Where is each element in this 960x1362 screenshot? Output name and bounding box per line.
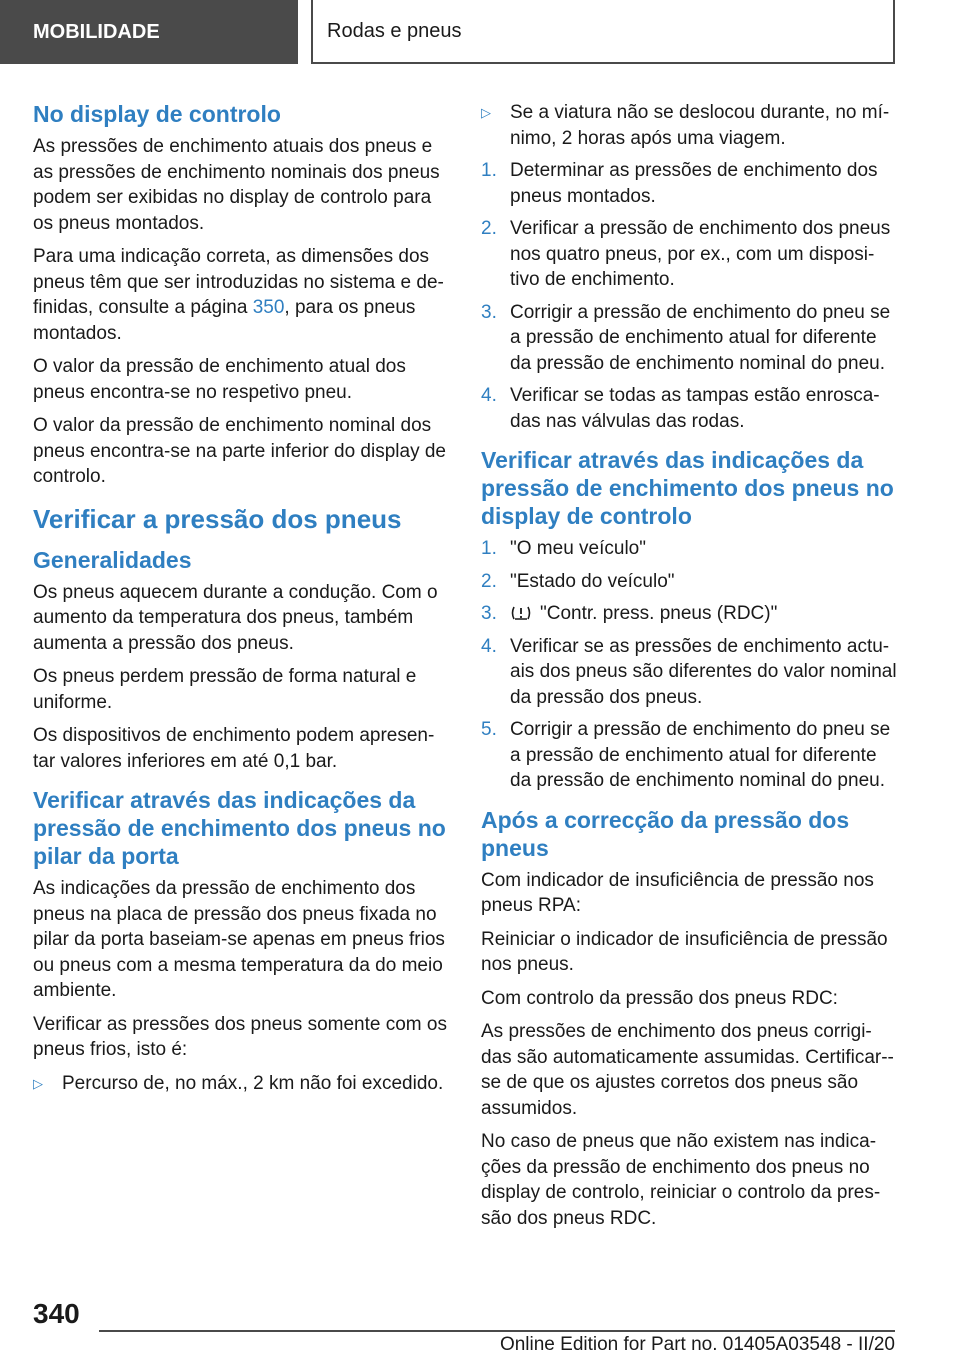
triangle-right-icon: ▷	[33, 1075, 43, 1091]
paragraph: O valor da pressão de enchimento nominal dos pneus encontra-se na parte inferior do display de controlo.	[33, 415, 446, 487]
chapter-title: Rodas e pneus	[327, 19, 462, 42]
paragraph: Os dispositivos de enchimento podem apresen‐tar valores inferiores em até 0,1 bar.	[33, 725, 435, 772]
paragraph: As pressões de enchimento dos pneus corrigi‐das são automaticamente assumidas. Certificar-‐se de que os ajustes corretos dos pneus são assumidos.	[481, 1021, 894, 1119]
paragraph: Com controlo da pressão dos pneus RDC:	[481, 987, 838, 1009]
footer-edition: Online Edition for Part no. 01405A03548 - II/20	[499, 1334, 895, 1355]
heading-general: Generalidades	[33, 546, 192, 573]
paragraph: As indicações da pressão de enchimento dos pneus na placa de pressão dos pneus fixada no pilar da porta baseiam-se apenas em pneus frios ou pneus com a mesma temperatura da do meio ambiente.	[33, 878, 445, 1001]
step-item: 3. "Contr. press. pneus (RDC)"	[481, 603, 778, 624]
paragraph: Com indicador de insuficiência de pressão nos pneus RPA:	[481, 869, 874, 916]
right-column	[481, 100, 897, 1239]
bullet-item: ▷ Se a viatura não se deslocou durante, no mí‐nimo, 2 horas após uma viagem.	[481, 100, 897, 151]
step-item: 3. Corrigir a pressão de enchimento do pneu se a pressão de enchimento atual for diferente da pressão de enchimento nominal do pneu.	[481, 301, 891, 374]
page-number: 340	[33, 1298, 80, 1329]
step-item: 2. "Estado do veículo"	[481, 570, 675, 592]
bullet-item: ▷ Percurso de, no máx., 2 km não foi excedido.	[33, 1071, 449, 1097]
paragraph: Os pneus perdem pressão de forma natural e uniforme.	[33, 666, 417, 713]
tire-pressure-warning-icon	[510, 603, 532, 619]
paragraph: Os pneus aquecem durante a condução. Com o aumento da temperatura dos pneus, também aumenta a pressão dos pneus.	[33, 581, 438, 654]
step-item: 1. "O meu veículo"	[481, 538, 646, 559]
paragraph: Verificar as pressões dos pneus somente com os pneus frios, isto é:	[33, 1013, 447, 1060]
heading-display: No display de controlo	[33, 101, 281, 127]
step-item: 1. Determinar as pressões de enchimento dos pneus montados.	[481, 160, 878, 207]
paragraph: Para uma indicação correta, as dimensões dos pneus têm que ser introduzidas no sistema e de‐finidas, consulte a página 350, para os pneus montados.	[33, 246, 444, 344]
section-tab	[0, 0, 298, 64]
chapter-tab	[311, 0, 895, 64]
step-item: 2. Verificar a pressão de enchimento dos pneus nos quatro pneus, por ex., com um disposi‐tivo de enchimento.	[481, 218, 891, 290]
heading-after-correction: Após a correcção da pressão dos pneus	[481, 806, 850, 861]
paragraph: No caso de pneus que não existem nas indica‐ções da pressão de enchimento dos pneus no display de controlo, reiniciar o controlo da pres‐são dos pneus RDC.	[481, 1131, 881, 1229]
page-link[interactable]: 350	[252, 297, 285, 318]
heading-display-check: Verificar através das indicações da pressão de enchimento dos pneus no display de controlo	[481, 447, 894, 529]
left-column	[33, 100, 449, 1103]
heading-pillar: Verificar através das indicações da pressão de enchimento dos pneus no pilar da porta	[33, 787, 446, 869]
triangle-right-icon: ▷	[481, 105, 491, 120]
paragraph: O valor da pressão de enchimento atual dos pneus encontra-se no respetivo pneu.	[33, 356, 406, 403]
heading-verify: Verificar a pressão dos pneus	[33, 503, 402, 534]
section-title: MOBILIDADE	[33, 20, 160, 43]
paragraph: Reiniciar o indicador de insuficiência de pressão nos pneus.	[481, 928, 888, 975]
step-item: 5. Corrigir a pressão de enchimento do pneu se a pressão de enchimento atual for diferente da pressão de enchimento nominal do pneu.	[481, 719, 891, 791]
paragraph: As pressões de enchimento atuais dos pneus e as pressões de enchimento nominais dos pneus podem ser exibidas no display de controlo para os pneus montados.	[33, 136, 440, 234]
step-item: 4. Verificar se as pressões de enchimento actu‐ais dos pneus são diferentes do valor nominal da pressão dos pneus.	[481, 635, 897, 708]
step-item: 4. Verificar se todas as tampas estão enrosca‐das nas válvulas das rodas.	[481, 385, 880, 432]
